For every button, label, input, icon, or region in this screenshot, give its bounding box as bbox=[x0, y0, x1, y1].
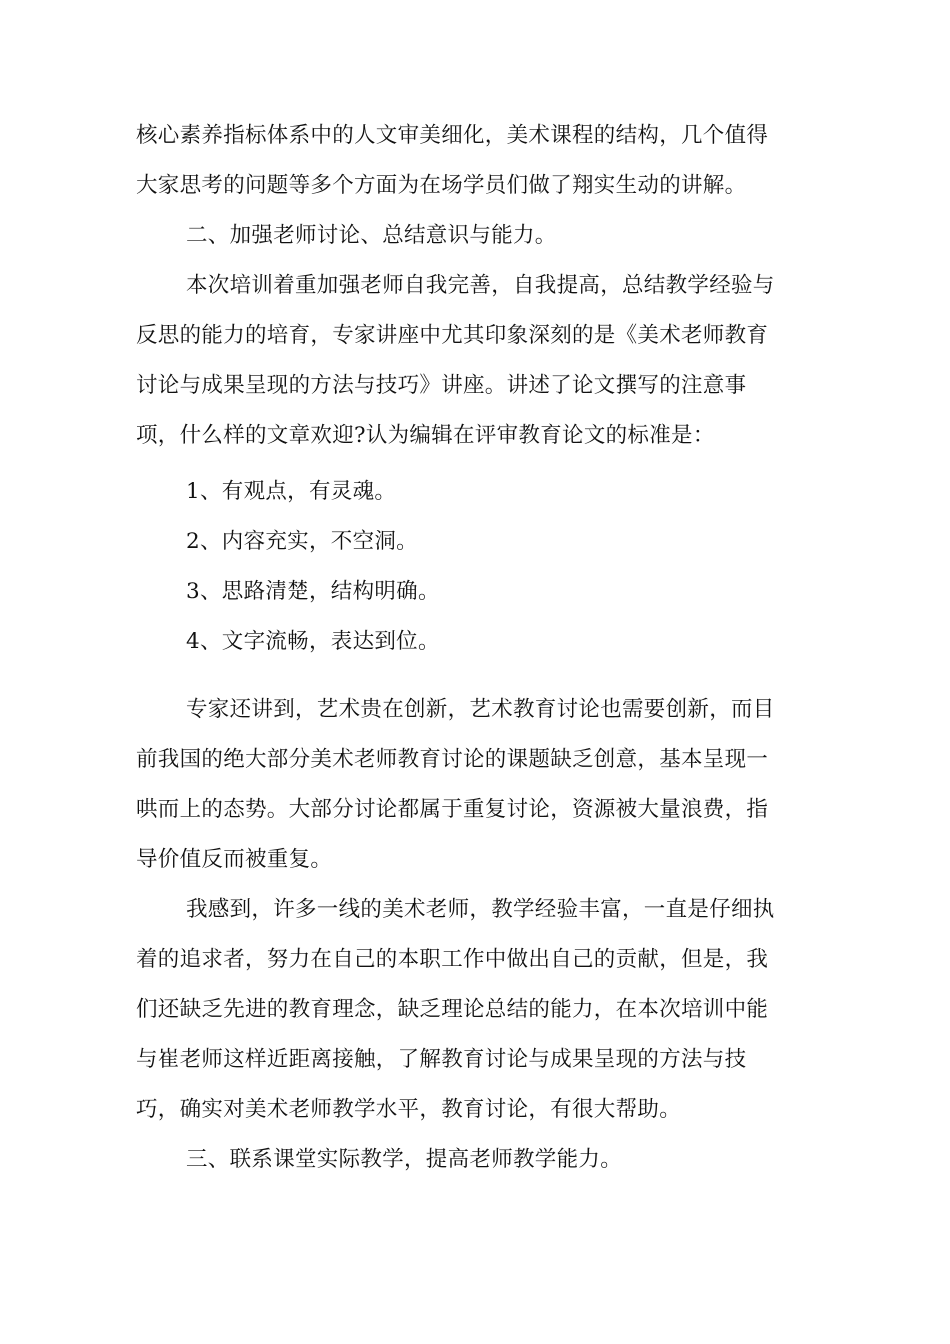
text-line: 巧，确实对美术老师教学水平，教育讨论，有很大帮助。 bbox=[136, 1097, 682, 1122]
text-line: 反思的能力的培育，专家讲座中尤其印象深刻的是《美术老师教育 bbox=[136, 323, 769, 348]
section-heading: 二、加强老师讨论、总结意识与能力。 bbox=[186, 223, 557, 248]
text-line: 哄而上的态势。大部分讨论都属于重复讨论，资源被大量浪费，指 bbox=[136, 797, 769, 822]
text-line: 本次培训着重加强老师自我完善，自我提高，总结教学经验与 bbox=[186, 273, 775, 298]
section-heading: 三、联系课堂实际教学，提高老师教学能力。 bbox=[186, 1147, 623, 1172]
text-line: 与崔老师这样近距离接触，了解教育讨论与成果呈现的方法与技 bbox=[136, 1047, 747, 1072]
text-line: 专家还讲到，艺术贵在创新，艺术教育讨论也需要创新，而目 bbox=[186, 697, 775, 722]
text-line: 项，什么样的文章欢迎?认为编辑在评审教育论文的标准是： bbox=[136, 423, 715, 448]
text-line: 导价值反而被重复。 bbox=[136, 847, 333, 872]
list-item: 2、内容充实，不空洞。 bbox=[186, 529, 418, 554]
list-item: 4、文字流畅，表达到位。 bbox=[186, 629, 440, 654]
text-line: 我感到，许多一线的美术老师，教学经验丰富，一直是仔细执 bbox=[186, 897, 775, 922]
text-line: 核心素养指标体系中的人文审美细化，美术课程的结构，几个值得 bbox=[136, 123, 769, 148]
text-line: 大家思考的问题等多个方面为在场学员们做了翔实生动的讲解。 bbox=[136, 173, 747, 198]
list-item: 3、思路清楚，结构明确。 bbox=[186, 579, 440, 604]
text-line: 着的追求者，努力在自己的本职工作中做出自己的贡献，但是，我 bbox=[136, 947, 769, 972]
text-line: 们还缺乏先进的教育理念，缺乏理论总结的能力，在本次培训中能 bbox=[136, 997, 769, 1022]
list-item: 1、有观点，有灵魂。 bbox=[186, 479, 397, 504]
text-line: 讨论与成果呈现的方法与技巧》讲座。讲述了论文撰写的注意事 bbox=[136, 373, 747, 398]
text-line: 前我国的绝大部分美术老师教育讨论的课题缺乏创意，基本呈现一 bbox=[136, 747, 769, 772]
